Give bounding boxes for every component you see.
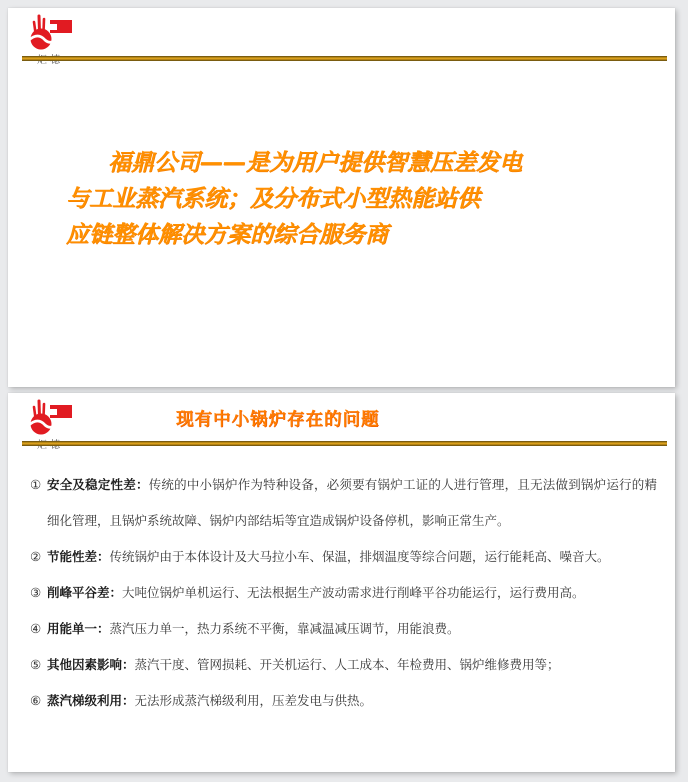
slide-2	[8, 393, 675, 772]
item-label: 用能单一：	[47, 622, 110, 636]
list-item	[30, 683, 657, 719]
list-item	[30, 611, 657, 647]
item-number: ③	[30, 586, 42, 600]
item-number: ⑤	[30, 658, 42, 672]
list-item	[30, 467, 657, 539]
item-number: ④	[30, 622, 42, 636]
item-label: 蒸汽梯级利用：	[47, 694, 135, 708]
torch-flame-logo-icon	[25, 398, 75, 436]
slide2-page-title: 现有中小锅炉存在的问题	[176, 409, 380, 429]
item-number: ②	[30, 550, 42, 564]
item-label: 削峰平谷差：	[47, 586, 123, 600]
slide1-intro-text	[66, 145, 626, 253]
item-text: 大吨位锅炉单机运行、无法根据生产波动需求进行削峰平谷功能运行，运行费用高。	[122, 586, 585, 600]
slide1-header	[8, 8, 675, 58]
slide2-header	[8, 393, 675, 443]
item-number: ①	[30, 478, 42, 492]
list-item	[30, 539, 657, 575]
item-label: 节能性差：	[47, 550, 110, 564]
header-divider-line	[22, 441, 667, 446]
item-label: 安全及稳定性差：	[47, 478, 149, 492]
list-item	[30, 647, 657, 683]
item-label: 其他因素影响：	[47, 658, 135, 672]
intro-line-1: 福鼎公司——是为用户提供智慧压差发电	[108, 150, 522, 176]
header-divider-line	[22, 56, 667, 61]
problem-list	[30, 467, 657, 719]
torch-flame-logo-icon	[25, 13, 75, 51]
item-text: 传统的中小锅炉作为特种设备，必须要有锅炉工证的人进行管理，且无法做到锅炉运行的精细化管理，且锅炉系统故障、锅炉内部结垢等宜造成锅炉设备停机，影响正常生产。	[47, 478, 657, 528]
item-text: 蒸汽压力单一，热力系统不平衡，靠减温减压调节，用能浪费。	[109, 622, 460, 636]
item-text: 传统锅炉由于本体设计及大马拉小车、保温，排烟温度等综合问题，运行能耗高、噪音大。	[109, 550, 610, 564]
slide-1	[8, 8, 675, 387]
item-number: ⑥	[30, 694, 42, 708]
list-item	[30, 575, 657, 611]
item-text: 无法形成蒸汽梯级利用，压差发电与供热。	[134, 694, 373, 708]
intro-line-3: 应链整体解决方案的综合服务商	[66, 222, 388, 248]
intro-line-2: 与工业蒸汽系统；及分布式小型热能站供	[66, 186, 480, 212]
item-text: 蒸汽干度、管网损耗、开关机运行、人工成本、年检费用、锅炉维修费用等；	[134, 658, 560, 672]
